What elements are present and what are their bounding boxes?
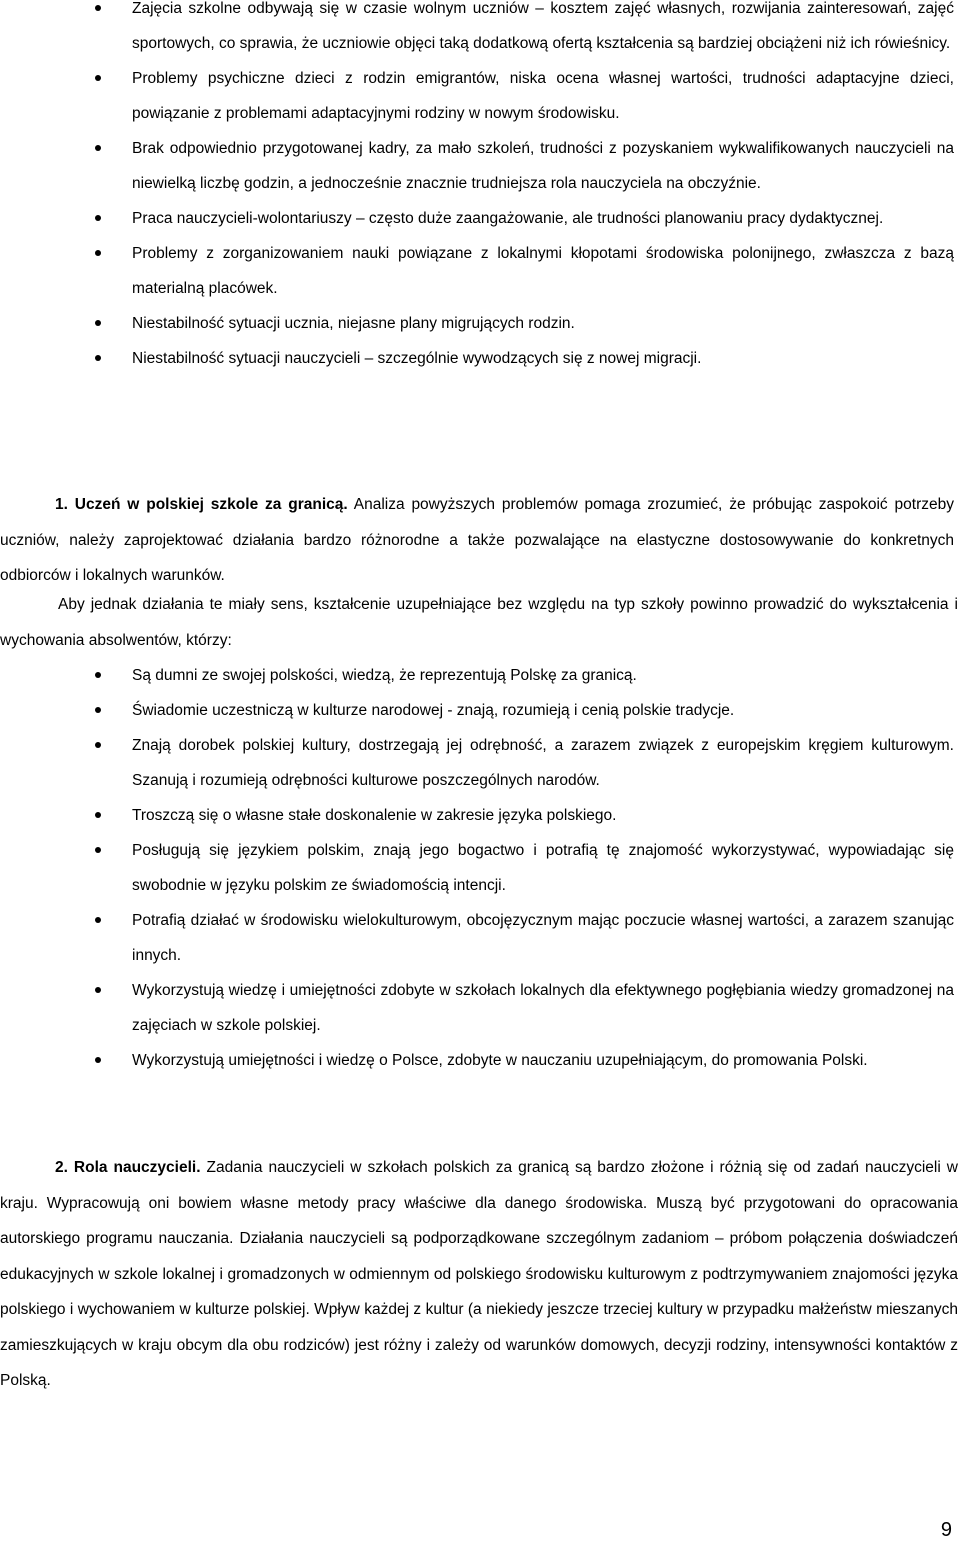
section-teachers [0,1150,960,1399]
list-item: Wykorzystują umiejętności i wiedzę o Polsce, zdobyte w nauczaniu uzupełniającym, do promowania Polski. [0,1043,958,1078]
graduates-list [0,658,958,1078]
list-item: Niestabilność sytuacji nauczycieli – szczególnie wywodzących się z nowej migracji. [0,341,958,376]
paragraph-graduates-intro: Aby jednak działania te miały sens, kształcenie uzupełniające bez względu na typ szkoły powinno prowadzić do wykształcenia i wychowania absolwentów, którzy: [0,596,958,649]
section-text: Zadania nauczycieli w szkołach polskich za granicą są bardzo złożone i różnią się od zadań nauczycieli w kraju. Wypracowują oni bowiem własne metody pracy właściwe dla danego środowiska. Muszą być przygotowani do opracowania autorskiego programu nauczania. Działania nauczycieli są podporządkowane szczególnym zadaniom – próbom połączenia doświadczeń edukacyjnych w szkole lokalnej i gromadzonych w odmiennym od polskiego środowisku kulturowym z podtrzymywaniem znajomości języka polskiego i wychowaniem w kulturze polskiej. Wpływ każdej z kultur (a niekiedy jeszcze trzeciej kultury w przypadku małżeństw mieszanych zamieszkujących w kraju obcym dla obu rodziców) jest różny i zależy od warunków domowych, decyzji rodziny, intensywności kontaktów z Polską. [0,1159,958,1389]
list-item: Wykorzystują wiedzę i umiejętności zdobyte w szkołach lokalnych dla efektywnego pogłębiania wiedzy gromadzonej na zajęciach w szkole polskiej. [0,973,958,1043]
list-item: Zajęcia szkolne odbywają się w czasie wolnym uczniów – kosztem zajęć własnych, rozwijania zainteresowań, zajęć sportowych, co sprawia, że uczniowie objęci taką dodatkową ofertą kształcenia są bardziej obciążeni niż ich rówieśnicy. [0,0,958,61]
section-heading: 1. Uczeń w polskiej szkole za granicą. [55,496,348,513]
list-item: Potrafią działać w środowisku wielokulturowym, obcojęzycznym mając poczucie własnej wartości, a zarazem szanując innych. [0,903,958,973]
list-item: Są dumni ze swojej polskości, wiedzą, że reprezentują Polskę za granicą. [0,658,958,693]
list-item: Niestabilność sytuacji ucznia, niejasne plany migrujących rodzin. [0,306,958,341]
section-heading: 2. Rola nauczycieli. [55,1159,201,1176]
list-item: Świadomie uczestniczą w kulturze narodowej - znają, rozumieją i cenią polskie tradycje. [0,693,958,728]
list-item: Praca nauczycieli-wolontariuszy – często duże zaangażowanie, ale trudności planowaniu pracy dydaktycznej. [0,201,958,236]
list-item: Troszczą się o własne stałe doskonalenie w zakresie języka polskiego. [0,798,958,833]
section-text: Analiza powyższych problemów pomaga zrozumieć, że próbując zaspokoić potrzeby uczniów, należy zaprojektować działania bardzo różnorodne a także pozwalające na elastyczne dostosowywanie do konkretnych odbiorców i lokalnych warunków. [0,496,954,584]
list-item: Problemy psychiczne dzieci z rodzin emigrantów, niska ocena własnej wartości, trudności adaptacyjne dzieci, powiązanie z problemami adaptacyjnymi rodziny w nowym środowisku. [0,61,958,131]
page-number: 9 [940,1519,952,1541]
section-student [0,487,958,594]
list-item: Brak odpowiednio przygotowanej kadry, za mało szkoleń, trudności z pozyskaniem wykwalifikowanych nauczycieli na niewielką liczbę godzin, a jednocześnie znacznie trudniejsza rola nauczyciela na obczyźnie. [0,131,958,201]
list-item: Posługują się językiem polskim, znają jego bogactwo i potrafią tę znajomość wykorzystywać, wypowiadając się swobodnie w języku polskim ze świadomością intencji. [0,833,958,903]
problems-list [0,0,958,376]
section-paragraph [0,487,958,594]
list-item: Znają dorobek polskiej kultury, dostrzegają jej odrębność, a zarazem związek z europejskim kręgiem kulturowym. Szanują i rozumieją odrębności kulturowe poszczególnych narodów. [0,728,958,798]
list-item: Problemy z zorganizowaniem nauki powiązane z lokalnymi kłopotami środowiska polonijnego, zwłaszcza z bazą materialną placówek. [0,236,958,306]
